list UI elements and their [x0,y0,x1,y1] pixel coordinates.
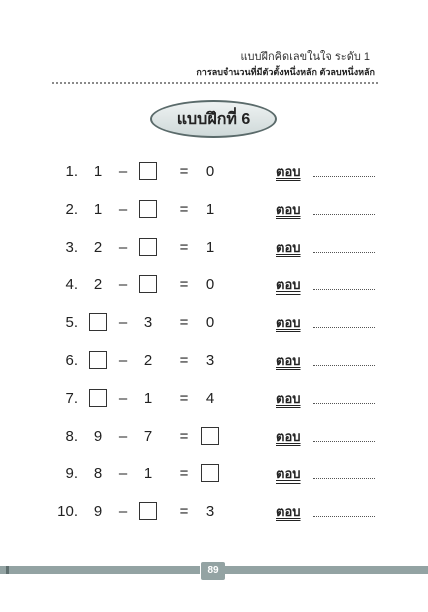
result[interactable] [200,461,220,487]
answer-label: ตอบ [276,201,301,217]
answer-line[interactable] [313,327,375,328]
item-number: 1. [65,163,78,180]
answer-box[interactable] [89,389,107,407]
result: 3 [205,503,215,521]
answer-label: ตอบ [276,466,301,482]
minus-sign: – [118,200,128,218]
equals-sign: = [179,163,189,180]
operand-a[interactable] [88,348,108,374]
answer-label: ตอบ [276,277,301,293]
answer-line[interactable] [313,516,375,517]
answer-box[interactable] [89,351,107,369]
answer-box[interactable] [139,200,157,218]
answer-box[interactable] [89,313,107,331]
operand-a: 8 [93,465,103,483]
result: 1 [205,238,215,256]
item-number: 9. [65,465,78,483]
minus-sign: – [118,465,128,483]
minus-sign: – [118,238,128,256]
answer-box[interactable] [201,427,219,445]
equals-sign: = [179,314,189,332]
answer-line[interactable] [313,214,375,215]
exercise-row [0,348,428,374]
operand-a: 9 [93,427,103,445]
answer-line[interactable] [313,176,375,177]
result: 0 [205,163,215,180]
minus-sign: – [118,352,128,369]
operand-a: 2 [93,238,103,256]
exercise-row [0,197,428,223]
exercise-row [0,499,428,525]
answer-line[interactable] [313,441,375,442]
exercise-row [0,424,428,450]
result: 3 [205,352,215,369]
answer-line[interactable] [313,478,375,479]
exercise-row [0,272,428,298]
footer-bar-right [224,566,428,574]
operand-a[interactable] [88,386,108,412]
answer-line[interactable] [313,252,375,253]
exercise-row [0,386,428,412]
operand-b: 1 [143,465,153,483]
answer-label: ตอบ [276,390,301,406]
operand-b[interactable] [138,235,158,261]
minus-sign: – [118,276,128,294]
equals-sign: = [179,465,189,483]
header-title: แบบฝึกคิดเลขในใจ ระดับ 1 [240,51,370,63]
result: 0 [205,314,215,332]
equals-sign: = [179,200,189,218]
result: 1 [205,200,215,218]
answer-line[interactable] [313,289,375,290]
result: 4 [205,389,215,407]
item-number: 10. [57,503,78,521]
operand-a: 1 [93,163,103,180]
operand-b: 3 [143,314,153,332]
item-number: 6. [65,352,78,369]
item-number: 2. [65,200,78,218]
exercise-title: แบบฝึกที่ 6 [176,110,251,128]
answer-line[interactable] [313,365,375,366]
answer-label: ตอบ [276,239,301,255]
answer-label: ตอบ [276,164,301,179]
equals-sign: = [179,427,189,445]
operand-a: 9 [93,503,103,521]
operand-b[interactable] [138,159,158,185]
answer-label: ตอบ [276,315,301,331]
equals-sign: = [179,503,189,521]
operand-a: 1 [93,200,103,218]
answer-label: ตอบ [276,428,301,444]
footer-bar-left [0,566,200,574]
dotted-divider [52,82,378,84]
minus-sign: – [118,389,128,407]
exercise-row [0,461,428,487]
operand-b[interactable] [138,272,158,298]
answer-box[interactable] [139,162,157,180]
operand-b[interactable] [138,499,158,525]
minus-sign: – [118,314,128,332]
item-number: 4. [65,276,78,294]
answer-box[interactable] [139,238,157,256]
answer-label: ตอบ [276,504,301,520]
operand-b: 2 [143,352,153,369]
item-number: 7. [65,389,78,407]
answer-label: ตอบ [276,353,301,368]
answer-box[interactable] [139,275,157,293]
equals-sign: = [179,389,189,407]
minus-sign: – [118,503,128,521]
equals-sign: = [179,238,189,256]
operand-b: 1 [143,389,153,407]
item-number: 8. [65,427,78,445]
minus-sign: – [118,427,128,445]
operand-a[interactable] [88,310,108,336]
equals-sign: = [179,352,189,369]
minus-sign: – [118,163,128,180]
equals-sign: = [179,276,189,294]
exercise-row [0,310,428,336]
exercise-row [0,159,428,185]
answer-box[interactable] [139,502,157,520]
exercise-title-badge [150,100,277,138]
operand-a: 2 [93,276,103,294]
header-subtitle: การลบจำนวนที่มีตัวตั้งหนึ่งหลัก ตัวลบหนึ่งหลัก [196,67,375,77]
answer-box[interactable] [201,464,219,482]
result: 0 [205,276,215,294]
result[interactable] [200,424,220,450]
item-number: 3. [65,238,78,256]
answer-line[interactable] [313,403,375,404]
item-number: 5. [65,314,78,332]
footer-tick [6,566,9,574]
operand-b: 7 [143,427,153,445]
operand-b[interactable] [138,197,158,223]
exercise-row [0,235,428,261]
page-number: 89 [201,562,225,580]
